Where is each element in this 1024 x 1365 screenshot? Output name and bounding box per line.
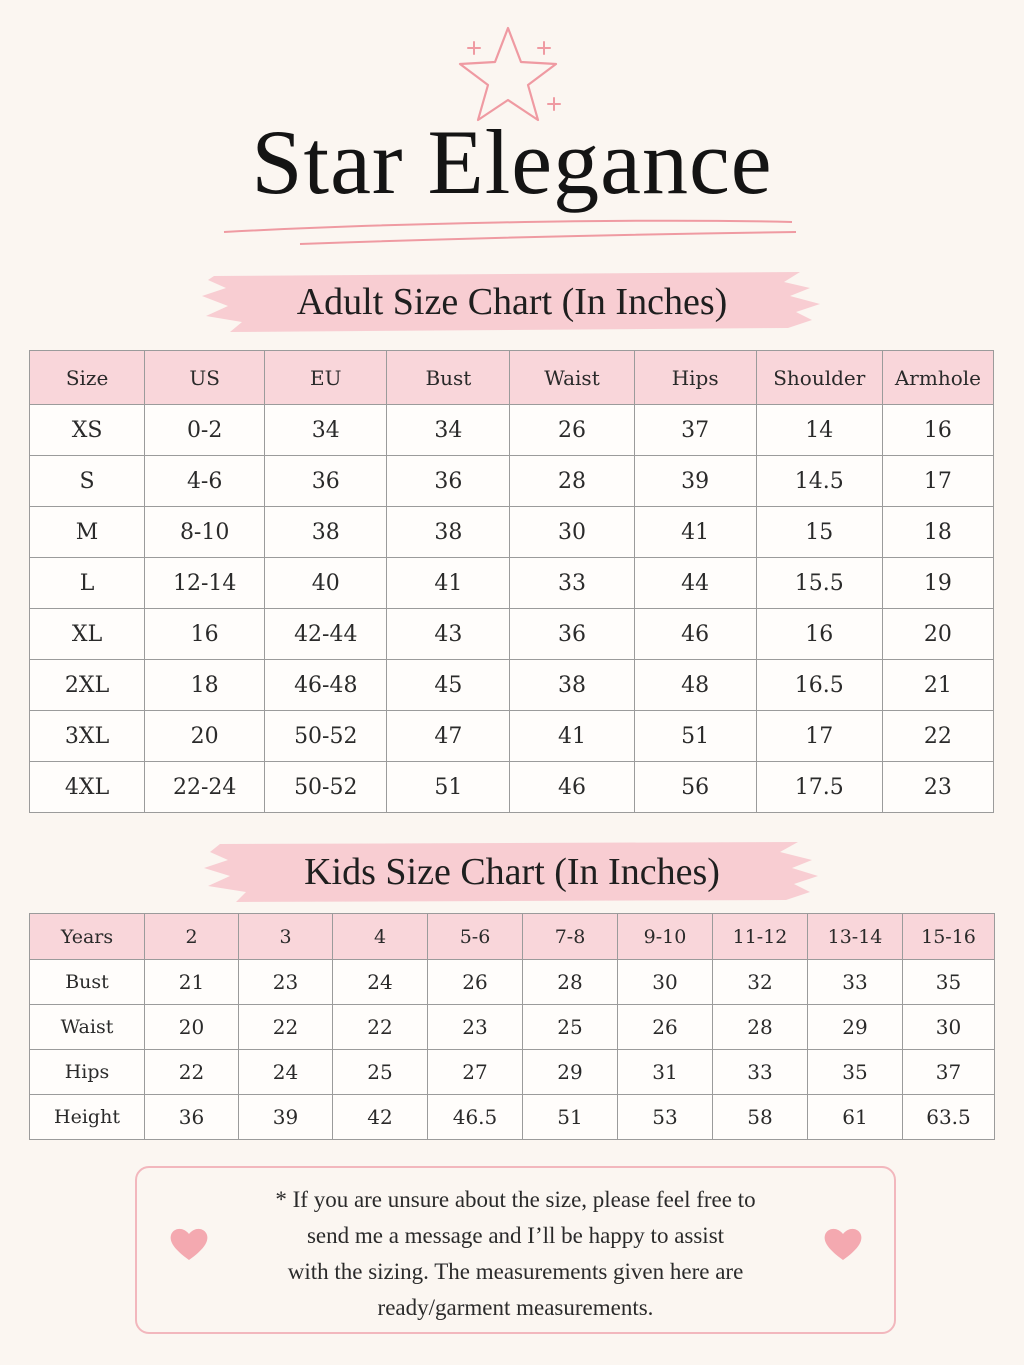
kids-table-cell: 33 (713, 1050, 808, 1095)
kids-table-row (30, 1005, 995, 1050)
adult-table-cell: 21 (882, 660, 993, 711)
kids-header-cell: 2 (145, 914, 239, 960)
kids-table-cell: 23 (428, 1005, 523, 1050)
kids-table-cell: 24 (239, 1050, 333, 1095)
adult-table-cell: 45 (387, 660, 510, 711)
kids-table-cell: 39 (239, 1095, 333, 1140)
sizing-note-text (232, 1182, 799, 1326)
adult-table-cell: 50-52 (265, 711, 387, 762)
adult-table-cell: 18 (145, 660, 265, 711)
kids-header-cell: 7-8 (523, 914, 618, 960)
adult-table-cell: 33 (510, 558, 634, 609)
kids-table-cell: 22 (239, 1005, 333, 1050)
adult-row-label: M (30, 507, 145, 558)
adult-row-label: L (30, 558, 145, 609)
adult-table-cell: 41 (634, 507, 756, 558)
adult-table-cell: 56 (634, 762, 756, 813)
adult-table-cell: 50-52 (265, 762, 387, 813)
kids-row-label: Height (30, 1095, 145, 1140)
kids-table-cell: 26 (618, 1005, 713, 1050)
adult-table-cell: 38 (387, 507, 510, 558)
adult-table-cell: 4-6 (145, 456, 265, 507)
kids-row-label: Waist (30, 1005, 145, 1050)
adult-table-cell: 19 (882, 558, 993, 609)
adult-header-cell: US (145, 351, 265, 405)
adult-table-cell: 46 (634, 609, 756, 660)
adult-table-cell: 30 (510, 507, 634, 558)
adult-table-row (30, 711, 994, 762)
adult-header-cell: Shoulder (756, 351, 882, 405)
adult-table-cell: 22 (882, 711, 993, 762)
adult-table-header-row (30, 351, 994, 405)
adult-table-cell: 22-24 (145, 762, 265, 813)
adult-table-row (30, 609, 994, 660)
kids-table-cell: 29 (808, 1005, 903, 1050)
adult-header-cell: Size (30, 351, 145, 405)
kids-table-cell: 32 (713, 960, 808, 1005)
adult-table-cell: 41 (510, 711, 634, 762)
kids-table-cell: 26 (428, 960, 523, 1005)
kids-row-label: Hips (30, 1050, 145, 1095)
adult-table-cell: 8-10 (145, 507, 265, 558)
adult-table-cell: 40 (265, 558, 387, 609)
adult-table-cell: 16.5 (756, 660, 882, 711)
adult-row-label: 4XL (30, 762, 145, 813)
kids-header-cell: 15-16 (903, 914, 995, 960)
kids-table-cell: 63.5 (903, 1095, 995, 1140)
adult-table-cell: 17 (756, 711, 882, 762)
kids-table-row (30, 1050, 995, 1095)
note-line: with the sizing. The measurements given here are (287, 1259, 744, 1284)
adult-header-cell: Waist (510, 351, 634, 405)
kids-table-cell: 42 (333, 1095, 428, 1140)
adult-table-row (30, 660, 994, 711)
adult-table-cell: 39 (634, 456, 756, 507)
adult-table-cell: 15.5 (756, 558, 882, 609)
kids-table-cell: 53 (618, 1095, 713, 1140)
adult-table-cell: 15 (756, 507, 882, 558)
kids-table-cell: 28 (713, 1005, 808, 1050)
kids-table-cell: 20 (145, 1005, 239, 1050)
kids-table-cell: 22 (145, 1050, 239, 1095)
kids-table-row (30, 960, 995, 1005)
kids-header-cell: 4 (333, 914, 428, 960)
adult-table-cell: 47 (387, 711, 510, 762)
adult-row-label: 3XL (30, 711, 145, 762)
brand-title: Star Elegance (251, 111, 773, 213)
kids-table-cell: 27 (428, 1050, 523, 1095)
adult-table-cell: 0-2 (145, 405, 265, 456)
adult-row-label: 2XL (30, 660, 145, 711)
kids-table-cell: 61 (808, 1095, 903, 1140)
heart-icon (823, 1226, 863, 1262)
adult-table-cell: 16 (756, 609, 882, 660)
kids-table-cell: 25 (333, 1050, 428, 1095)
adult-table-cell: 17 (882, 456, 993, 507)
kids-row-label: Bust (30, 960, 145, 1005)
adult-table-cell: 23 (882, 762, 993, 813)
adult-table-cell: 36 (265, 456, 387, 507)
adult-table-cell: 42-44 (265, 609, 387, 660)
adult-table-row (30, 558, 994, 609)
adult-table-cell: 20 (145, 711, 265, 762)
adult-header-cell: EU (265, 351, 387, 405)
kids-table-cell: 51 (523, 1095, 618, 1140)
kids-table-cell: 30 (618, 960, 713, 1005)
adult-table-cell: 14.5 (756, 456, 882, 507)
adult-table-row (30, 456, 994, 507)
adult-table-cell: 28 (510, 456, 634, 507)
kids-header-cell: 3 (239, 914, 333, 960)
adult-table-row (30, 762, 994, 813)
kids-table-cell: 37 (903, 1050, 995, 1095)
adult-table-cell: 38 (265, 507, 387, 558)
adult-table-cell: 34 (387, 405, 510, 456)
kids-table-cell: 22 (333, 1005, 428, 1050)
adult-table-cell: 43 (387, 609, 510, 660)
kids-table-row (30, 1095, 995, 1140)
adult-table-cell: 36 (387, 456, 510, 507)
kids-table-cell: 35 (903, 960, 995, 1005)
kids-table-cell: 29 (523, 1050, 618, 1095)
adult-header-cell: Hips (634, 351, 756, 405)
adult-table-cell: 38 (510, 660, 634, 711)
adult-table-cell: 17.5 (756, 762, 882, 813)
adult-table-cell: 51 (634, 711, 756, 762)
kids-table-cell: 24 (333, 960, 428, 1005)
adult-table-cell: 16 (882, 405, 993, 456)
kids-table-cell: 36 (145, 1095, 239, 1140)
kids-table-cell: 58 (713, 1095, 808, 1140)
adult-table-cell: 44 (634, 558, 756, 609)
adult-chart-title: Adult Size Chart (In Inches) (296, 281, 728, 323)
adult-chart-banner (200, 266, 824, 338)
kids-header-cell: 5-6 (428, 914, 523, 960)
kids-table-header-row (30, 914, 995, 960)
adult-size-table (29, 350, 994, 813)
kids-header-cell: 9-10 (618, 914, 713, 960)
kids-table-cell: 28 (523, 960, 618, 1005)
adult-table-cell: 14 (756, 405, 882, 456)
note-line: * If you are unsure about the size, please feel free to (275, 1187, 756, 1212)
adult-table-cell: 20 (882, 609, 993, 660)
kids-header-cell: 11-12 (713, 914, 808, 960)
adult-table-cell: 51 (387, 762, 510, 813)
kids-chart-title: Kids Size Chart (In Inches) (304, 851, 720, 893)
kids-header-cell: 13-14 (808, 914, 903, 960)
kids-table-cell: 31 (618, 1050, 713, 1095)
adult-table-cell: 16 (145, 609, 265, 660)
heart-icon (169, 1226, 209, 1262)
kids-table-cell: 21 (145, 960, 239, 1005)
note-line: ready/garment measurements. (377, 1295, 654, 1320)
adult-row-label: XL (30, 609, 145, 660)
adult-table-cell: 12-14 (145, 558, 265, 609)
note-line: send me a message and I’ll be happy to assist (306, 1223, 725, 1248)
kids-table-cell: 35 (808, 1050, 903, 1095)
adult-row-label: XS (30, 405, 145, 456)
kids-table-cell: 30 (903, 1005, 995, 1050)
adult-header-cell: Armhole (882, 351, 993, 405)
kids-chart-banner (200, 836, 824, 908)
kids-size-table (29, 913, 995, 1140)
adult-table-row (30, 405, 994, 456)
adult-table-cell: 34 (265, 405, 387, 456)
kids-table-cell: 25 (523, 1005, 618, 1050)
adult-table-cell: 46 (510, 762, 634, 813)
sizing-note-box (135, 1166, 896, 1334)
adult-table-cell: 36 (510, 609, 634, 660)
adult-table-cell: 37 (634, 405, 756, 456)
adult-table-cell: 46-48 (265, 660, 387, 711)
adult-table-cell: 48 (634, 660, 756, 711)
kids-table-cell: 33 (808, 960, 903, 1005)
adult-table-cell: 18 (882, 507, 993, 558)
adult-table-cell: 41 (387, 558, 510, 609)
kids-table-cell: 23 (239, 960, 333, 1005)
adult-row-label: S (30, 456, 145, 507)
kids-table-cell: 46.5 (428, 1095, 523, 1140)
title-underline-decoration (220, 212, 800, 252)
kids-header-cell: Years (30, 914, 145, 960)
adult-table-cell: 26 (510, 405, 634, 456)
adult-table-row (30, 507, 994, 558)
adult-header-cell: Bust (387, 351, 510, 405)
